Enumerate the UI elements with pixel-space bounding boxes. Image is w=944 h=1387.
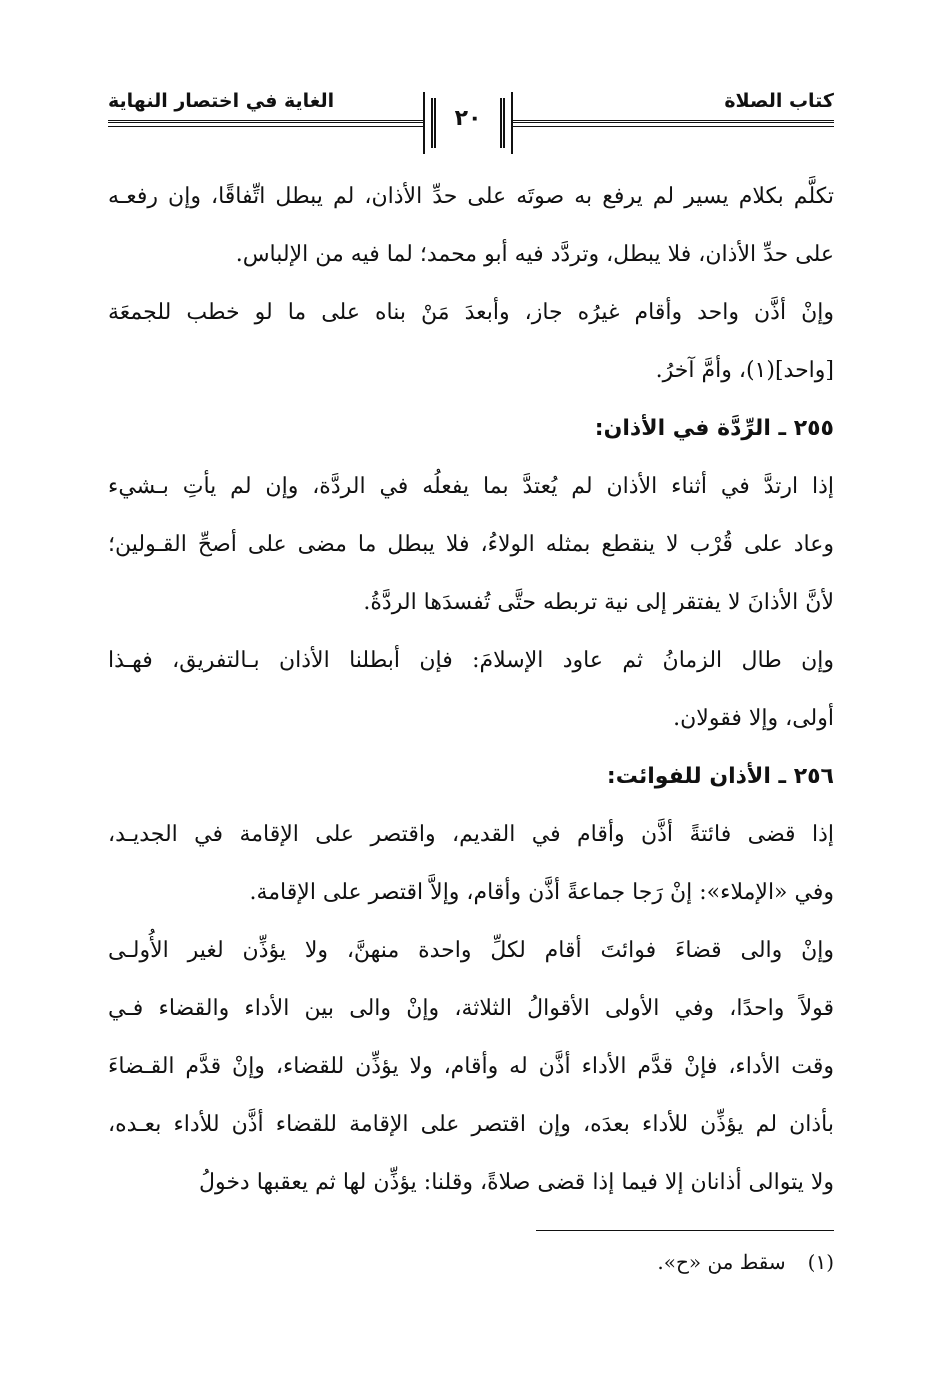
text-line: وفي «الإملاء»: إنْ رَجا جماعةً أذَّن وأقام، وإلاَّ اقتصر على الإقامة. <box>249 880 834 905</box>
paragraph <box>108 284 834 400</box>
paragraph <box>108 922 834 1212</box>
chapter-title: كتاب الصلاة <box>724 90 834 112</box>
running-header <box>108 84 834 148</box>
book-title: الغاية في اختصار النهاية <box>108 90 335 112</box>
footnote-text: سقط من «ح». <box>657 1250 786 1274</box>
text-line: قولاً واحدًا، وفي الأولى الأقوالُ الثلاثة، وإنْ والى بين الأداء والقضاء فـي <box>108 996 834 1021</box>
text-line: إذا قضى فائتةً أذَّن وأقام في القديم، واقتصر على الإقامة في الجديـد، <box>108 822 834 847</box>
paragraph <box>108 806 834 922</box>
text-line: وإنْ والى قضاءَ فوائتَ أقام لكلِّ واحدة منهنَّ، ولا يؤذِّن لغير الأُولـى <box>108 938 834 963</box>
section-heading: ٢٥٥ ـ الرِّدَّة في الأذان: <box>594 416 834 441</box>
text-line: أولى، وإلا فقولان. <box>673 706 834 731</box>
footnote <box>657 1250 834 1274</box>
text-line: إذا ارتدَّ في أثناء الأذان لم يُعتدَّ بما يفعلُه في الردَّة، وإن لم يأتِ بـشيء <box>108 474 834 499</box>
paragraph <box>108 632 834 748</box>
text-line: تكلَّم بكلام يسير لم يرفع به صوتَه على حدِّ الأذان، لم يبطل اتِّفاقًا، وإن رفعـه <box>108 184 834 209</box>
section-heading: ٢٥٦ ـ الأذان للفوائت: <box>606 764 834 789</box>
text-line: على حدِّ الأذان، فلا يبطل، وتردَّد فيه أبو محمد؛ لما فيه من الإلباس. <box>235 242 834 267</box>
text-line: وإن طال الزمانُ ثم عاود الإسلامَ: فإن أبطلنا الأذان بـالتفريق، فهـذا <box>108 648 834 673</box>
footnote-mark: (١) <box>807 1250 834 1274</box>
page-number: ٢٠ <box>454 106 482 131</box>
page-number-frame <box>423 94 513 150</box>
text-line: وقت الأداء، فإنْ قدَّم الأداء أذَّن له وأقام، ولا يؤذِّن للقضاء، وإنْ قدَّم القـضاءَ <box>108 1054 834 1079</box>
footnote-rule <box>536 1230 834 1231</box>
text-line: وإنْ أذَّن واحد وأقام غيرُه جاز، وأبعدَ مَنْ بناه على ما لو خطب للجمعَة <box>108 300 834 325</box>
paragraph <box>108 168 834 284</box>
text-line: وعاد على قُرْب لا ينقطع بمثله الولاءُ، فلا يبطل ما مضى على أصحِّ القـولين؛ <box>108 532 835 557</box>
paragraph <box>108 458 834 632</box>
body-text <box>108 168 834 1212</box>
text-line: [واحد](١)، وأمَّ آخرُ. <box>655 358 834 383</box>
text-line: بأذان لم يؤذِّن للأداء بعدَه، وإن اقتصر على الإقامة للقضاء أذَّن للأداء بعـده، <box>108 1112 834 1137</box>
text-line: لأنَّ الأذانَ لا يفتقر إلى نية تربطه حتَّى تُفسدَها الردَّةُ. <box>363 590 834 615</box>
text-line: ولا يتوالى أذانان إلا فيما إذا قضى صلاةً، وقلنا: يؤذِّن لها ثم يعقبها دخولُ <box>198 1170 834 1195</box>
